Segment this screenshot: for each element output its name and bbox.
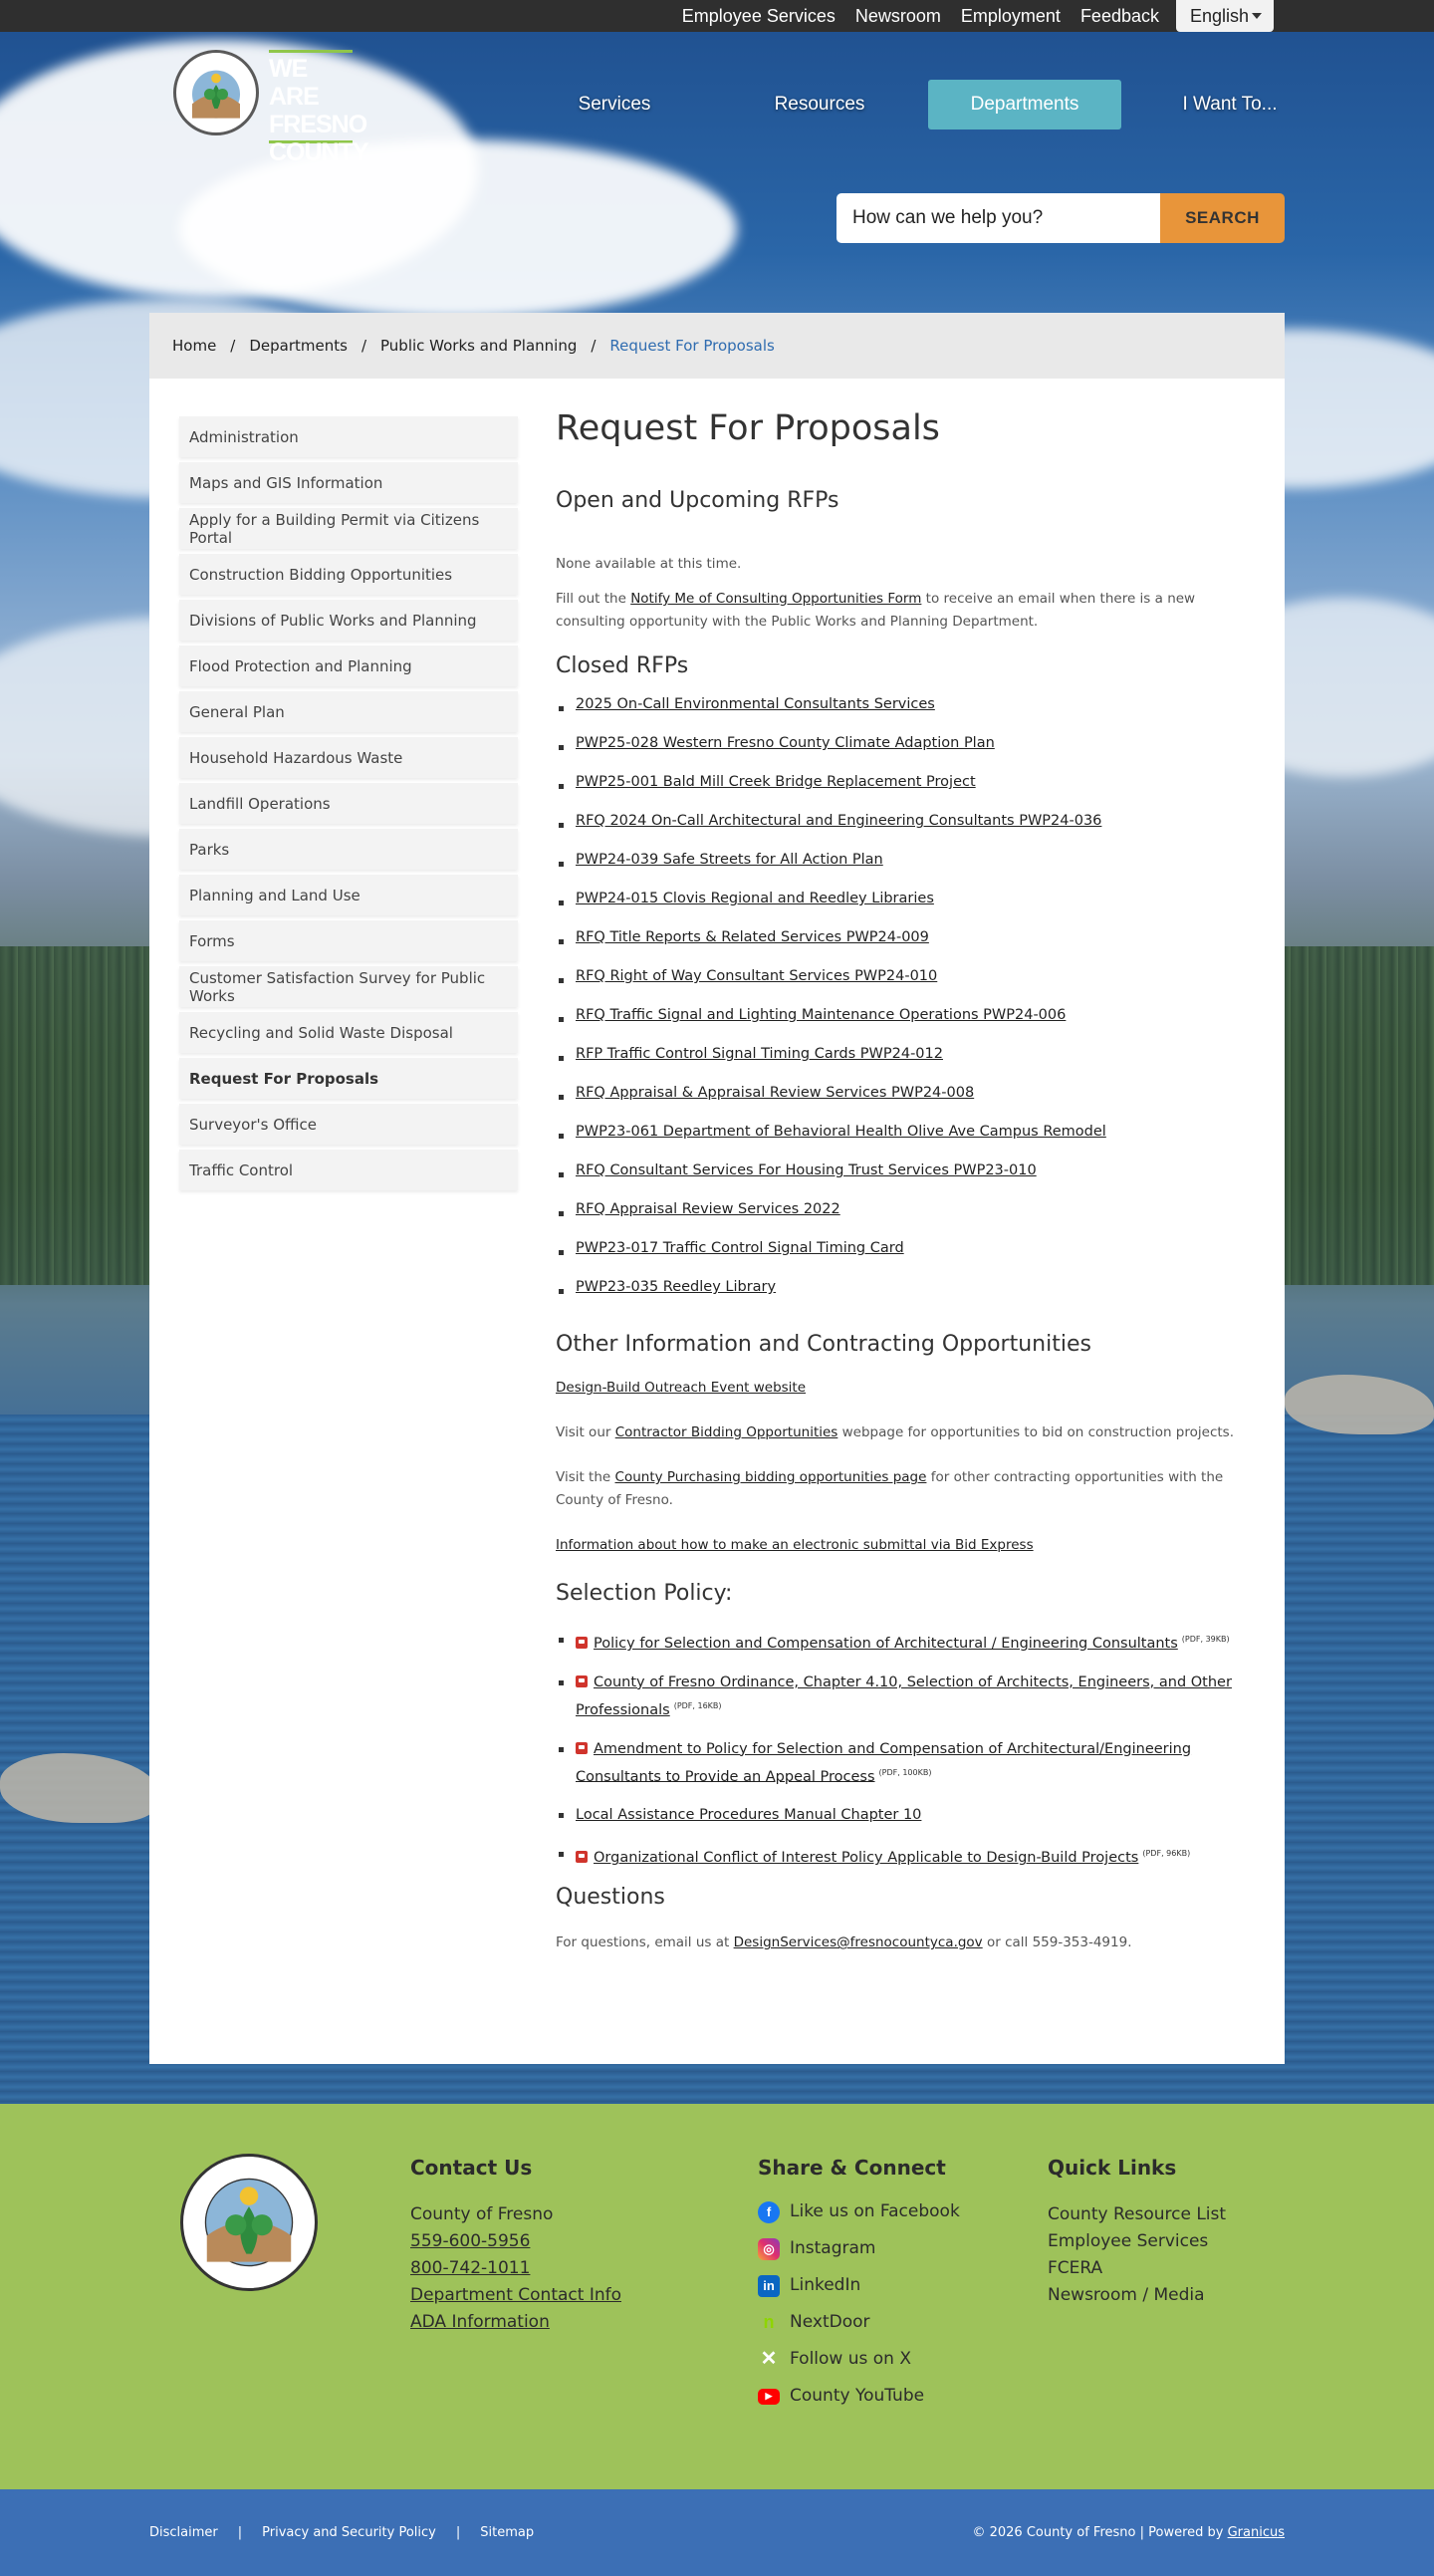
breadcrumb-separator: / [360, 337, 367, 355]
none-available-text: None available at this time. [556, 556, 742, 572]
closed-rfp-item [556, 1279, 1253, 1318]
closed-rfp-link[interactable]: RFQ Right of Way Consultant Services PWP24-010 [576, 968, 938, 984]
footer-quick-fcera[interactable]: FCERA [1048, 2258, 1103, 2278]
sidebar-item-traffic-control[interactable]: Traffic Control [179, 1150, 518, 1190]
contractor-bidding-link[interactable]: Contractor Bidding Opportunities [614, 1424, 838, 1440]
breadcrumb [149, 313, 1285, 379]
purchasing-paragraph [556, 1466, 1253, 1512]
selection-policy-link[interactable]: Policy for Selection and Compensation of Architectural / Engineering Consultants [594, 1635, 1178, 1652]
sidebar-item-flood-protection[interactable]: Flood Protection and Planning [179, 645, 518, 686]
notify-text-post: to receive an email when there is a new consulting opportunity with the Public Works and Planning Department. [556, 591, 1196, 630]
closed-rfp-link[interactable]: RFQ Traffic Signal and Lighting Maintenance Operations PWP24-006 [576, 1007, 1067, 1023]
selection-policy-item [556, 1628, 1253, 1656]
bottom-separator: | [237, 2525, 243, 2540]
utility-link-newsroom[interactable]: Newsroom [854, 5, 941, 26]
facebook-icon: f [758, 2201, 780, 2223]
main-nav [518, 80, 1338, 129]
questions-text-pre: For questions, email us at [556, 1934, 734, 1951]
main-content [556, 408, 1253, 1954]
closed-rfp-link[interactable]: RFP Traffic Control Signal Timing Cards PWP24-012 [576, 1046, 943, 1062]
selection-policy-item [556, 1737, 1253, 1789]
footer-x-link[interactable] [758, 2341, 960, 2378]
questions-email-link[interactable]: DesignServices@fresnocountyca.gov [733, 1934, 983, 1951]
purchasing-text-pre: Visit the [556, 1469, 615, 1485]
privacy-link[interactable]: Privacy and Security Policy [262, 2525, 436, 2540]
youtube-icon: ▶ [758, 2389, 780, 2405]
pdf-icon [576, 1637, 588, 1649]
closed-rfp-item [556, 813, 1253, 852]
closed-rfps-list [556, 696, 1253, 1318]
sidebar-item-request-for-proposals[interactable]: Request For Proposals [179, 1058, 518, 1099]
closed-rfp-link[interactable]: PWP23-061 Department of Behavioral Health Olive Ave Campus Remodel [576, 1124, 1106, 1140]
selection-policy-link[interactable]: County of Fresno Ordinance, Chapter 4.10, Selection of Architects, Engineers, and Other Professionals [576, 1674, 1232, 1718]
page-title: Request For Proposals [556, 408, 940, 448]
closed-rfp-link[interactable]: RFQ 2024 On-Call Architectural and Engineering Consultants PWP24-036 [576, 813, 1102, 829]
closed-rfp-item [556, 1240, 1253, 1279]
closed-rfp-link[interactable]: PWP25-028 Western Fresno County Climate Adaption Plan [576, 735, 995, 751]
linkedin-icon: in [758, 2275, 780, 2297]
footer-county-seal [180, 2154, 318, 2291]
bid-express-link[interactable]: Information about how to make an electronic submittal via Bid Express [556, 1537, 1034, 1553]
footer-nextdoor-link[interactable] [758, 2304, 960, 2341]
language-select[interactable] [1176, 0, 1274, 32]
bottom-bar [0, 2489, 1434, 2576]
closed-rfp-item [556, 774, 1253, 813]
selection-policy-link[interactable]: Local Assistance Procedures Manual Chapter 10 [576, 1807, 922, 1824]
chevron-down-icon [1252, 13, 1262, 19]
footer-quick-heading: Quick Links [1048, 2156, 1177, 2180]
sidebar-item-landfill[interactable]: Landfill Operations [179, 783, 518, 824]
footer-quick-links [1048, 2156, 1226, 2309]
closed-rfp-item [556, 1162, 1253, 1201]
footer-quick-employee-services[interactable]: Employee Services [1048, 2231, 1209, 2251]
selection-policy-link[interactable]: Organizational Conflict of Interest Policy Applicable to Design-Build Projects [594, 1850, 1139, 1867]
sidebar-item-recycling[interactable]: Recycling and Solid Waste Disposal [179, 1012, 518, 1053]
sidebar-item-divisions[interactable]: Divisions of Public Works and Planning [179, 600, 518, 641]
footer-instagram-label: Instagram [790, 2238, 876, 2258]
search-button[interactable]: SEARCH [1160, 193, 1285, 243]
content-card [149, 313, 1285, 2064]
closed-rfp-link[interactable]: PWP23-017 Traffic Control Signal Timing Card [576, 1240, 904, 1256]
sidebar-item-maps-gis[interactable]: Maps and GIS Information [179, 462, 518, 503]
questions-text-post: or call 559-353-4919. [982, 1934, 1132, 1951]
footer-county-name: County of Fresno [410, 2204, 554, 2224]
contractor-text-pre: Visit our [556, 1424, 615, 1440]
other-info-heading: Other Information and Contracting Opportunities [556, 1332, 1091, 1357]
notify-text-pre: Fill out the [556, 591, 631, 607]
closed-rfp-link[interactable]: 2025 On-Call Environmental Consultants Services [576, 696, 935, 712]
instagram-icon: ◎ [758, 2238, 780, 2260]
sidebar-item-building-permit[interactable]: Apply for a Building Permit via Citizens Portal [179, 508, 518, 549]
sidebar-nav [179, 416, 518, 1195]
sidebar-item-planning-land-use[interactable]: Planning and Land Use [179, 875, 518, 915]
site-search [836, 193, 1285, 243]
footer-department-contact-link[interactable]: Department Contact Info [410, 2285, 621, 2305]
design-build-paragraph [556, 1377, 1253, 1400]
bid-express-paragraph [556, 1534, 1253, 1557]
nav-resources[interactable]: Resources [774, 94, 865, 115]
sidebar-item-administration[interactable]: Administration [179, 416, 518, 457]
closed-rfp-link[interactable]: PWP24-015 Clovis Regional and Reedley Libraries [576, 891, 934, 906]
selection-policy-item [556, 1671, 1253, 1722]
closed-rfp-item [556, 1124, 1253, 1162]
closed-rfp-item [556, 696, 1253, 735]
nav-i-want-to[interactable]: I Want To... [1182, 94, 1278, 115]
notify-paragraph [556, 588, 1253, 634]
footer-ada-link[interactable]: ADA Information [410, 2312, 550, 2332]
utility-link-feedback[interactable]: Feedback [1079, 5, 1159, 26]
file-size-label: (PDF, 100KB) [878, 1767, 932, 1777]
footer-contact [410, 2156, 621, 2336]
selection-policy-list [556, 1628, 1253, 1870]
footer-contact-heading: Contact Us [410, 2156, 533, 2180]
questions-paragraph [556, 1932, 1253, 1954]
file-size-label: (PDF, 16KB) [673, 1700, 722, 1710]
closed-rfps-heading: Closed RFPs [556, 653, 689, 678]
granicus-link[interactable]: Granicus [1227, 2525, 1285, 2540]
utility-link-employment[interactable]: Employment [960, 5, 1061, 26]
selection-policy-item [556, 1803, 1253, 1827]
nav-services[interactable]: Services [578, 94, 651, 115]
selection-policy-item [556, 1842, 1253, 1870]
breadcrumb-home[interactable]: Home [172, 337, 217, 355]
file-size-label: (PDF, 39KB) [1181, 1635, 1230, 1644]
breadcrumb-separator: / [591, 337, 597, 355]
closed-rfp-item [556, 929, 1253, 968]
footer-facebook-link[interactable] [758, 2193, 960, 2230]
footer-linkedin-label: LinkedIn [790, 2275, 861, 2295]
disclaimer-link[interactable]: Disclaimer [149, 2525, 218, 2540]
footer-linkedin-link[interactable] [758, 2267, 960, 2304]
closed-rfp-item [556, 1085, 1253, 1124]
pdf-icon [576, 1851, 588, 1863]
closed-rfp-link[interactable]: RFQ Consultant Services For Housing Trust Services PWP23-010 [576, 1162, 1037, 1178]
footer-phone-1[interactable]: 559-600-5956 [410, 2231, 531, 2251]
sidebar-item-forms[interactable]: Forms [179, 920, 518, 961]
footer-share-heading: Share & Connect [758, 2156, 946, 2180]
footer-facebook-label: Like us on Facebook [790, 2201, 960, 2221]
closed-rfp-item [556, 891, 1253, 929]
selection-policy-link[interactable]: Amendment to Policy for Selection and Compensation of Architectural/Engineering Consultants to Provide an Appeal Process [576, 1740, 1192, 1785]
file-size-label: (PDF, 96KB) [1142, 1849, 1191, 1859]
footer-quick-resource-list[interactable]: County Resource List [1048, 2204, 1227, 2224]
sidebar-item-general-plan[interactable]: General Plan [179, 691, 518, 732]
closed-rfp-link[interactable]: PWP25-001 Bald Mill Creek Bridge Replacement Project [576, 774, 976, 790]
contractor-paragraph [556, 1421, 1253, 1444]
open-rfps-heading: Open and Upcoming RFPs [556, 488, 839, 513]
footer-youtube-label: County YouTube [790, 2386, 925, 2406]
search-input[interactable] [836, 193, 1160, 243]
county-seal-logo[interactable] [173, 50, 259, 135]
sidebar-item-parks[interactable]: Parks [179, 829, 518, 870]
footer-youtube-link[interactable] [758, 2378, 960, 2415]
closed-rfp-item [556, 852, 1253, 891]
contractor-text-post: webpage for opportunities to bid on construction projects. [837, 1424, 1234, 1440]
footer-x-label: Follow us on X [790, 2349, 911, 2369]
sidebar-item-hazardous-waste[interactable]: Household Hazardous Waste [179, 737, 518, 778]
purchasing-link[interactable]: County Purchasing bidding opportunities page [614, 1469, 927, 1485]
language-select-value: English [1190, 5, 1250, 26]
closed-rfp-item [556, 1201, 1253, 1240]
footer-phone-2[interactable]: 800-742-1011 [410, 2258, 531, 2278]
sidebar-item-satisfaction-survey[interactable]: Customer Satisfaction Survey for Public Works [179, 966, 518, 1007]
sidebar-item-surveyors-office[interactable]: Surveyor's Office [179, 1104, 518, 1145]
design-build-link[interactable]: Design-Build Outreach Event website [556, 1380, 807, 1396]
breadcrumb-public-works[interactable]: Public Works and Planning [380, 337, 578, 355]
footer-nextdoor-label: NextDoor [790, 2312, 870, 2332]
sidebar-item-construction-bidding[interactable]: Construction Bidding Opportunities [179, 554, 518, 595]
closed-rfp-link[interactable]: RFQ Appraisal Review Services 2022 [576, 1201, 840, 1217]
questions-heading: Questions [556, 1885, 665, 1911]
we-are-fresno-county-logo[interactable]: WE ARE FRESNO COUNTY [269, 50, 353, 143]
breadcrumb-departments[interactable]: Departments [249, 337, 348, 355]
nav-departments[interactable]: Departments [928, 80, 1121, 129]
closed-rfp-link[interactable]: RFQ Appraisal & Appraisal Review Services PWP24-008 [576, 1085, 975, 1101]
notify-form-link[interactable]: Notify Me of Consulting Opportunities Form [630, 591, 922, 607]
breadcrumb-current: Request For Proposals [609, 337, 775, 355]
closed-rfp-link[interactable]: PWP24-039 Safe Streets for All Action Plan [576, 852, 883, 868]
footer-share [758, 2156, 960, 2415]
purchasing-text-post: for other contracting opportunities with the County of Fresno. [556, 1469, 1224, 1508]
utility-links [662, 0, 1159, 32]
x-icon: ✕ [760, 2348, 778, 2370]
nextdoor-icon: n [763, 2312, 775, 2332]
copyright-text: © 2026 County of Fresno | Powered by [972, 2525, 1228, 2540]
sitemap-link[interactable]: Sitemap [480, 2525, 535, 2540]
site-footer [0, 2104, 1434, 2489]
closed-rfp-item [556, 735, 1253, 774]
footer-quick-newsroom[interactable]: Newsroom / Media [1048, 2285, 1205, 2305]
pdf-icon [576, 1742, 588, 1754]
breadcrumb-separator: / [230, 337, 236, 355]
closed-rfp-link[interactable]: PWP23-035 Reedley Library [576, 1279, 777, 1295]
footer-instagram-link[interactable] [758, 2230, 960, 2267]
bottom-separator: | [455, 2525, 461, 2540]
selection-policy-heading: Selection Policy: [556, 1581, 733, 1606]
utility-link-employee-services[interactable]: Employee Services [681, 5, 836, 26]
copyright [972, 2525, 1285, 2540]
closed-rfp-item [556, 968, 1253, 1007]
pdf-icon [576, 1675, 588, 1687]
closed-rfp-item [556, 1007, 1253, 1046]
closed-rfp-link[interactable]: RFQ Title Reports & Related Services PWP24-009 [576, 929, 929, 945]
closed-rfp-item [556, 1046, 1253, 1085]
